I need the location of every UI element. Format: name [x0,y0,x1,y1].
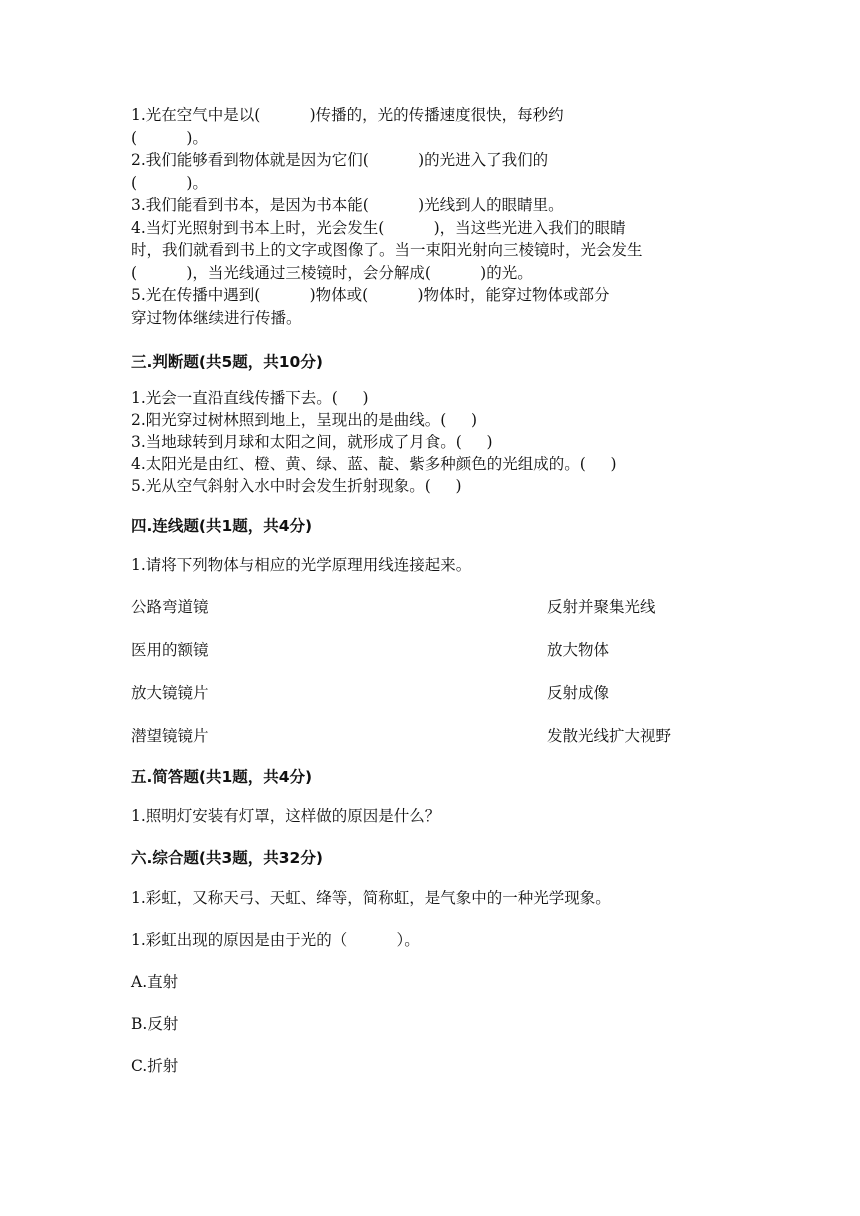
matching-row [131,639,723,682]
matching-principle: 反射并聚集光线 [547,598,656,616]
text-line: 2.我们能够看到物体就是因为它们( )的光进入了我们的 [131,151,549,169]
section-title-comprehensive: 六.综合题(共3题，共32分) [131,849,323,867]
fill-in-questions [131,104,723,329]
section-title-matching: 四.连线题(共1题，共4分) [131,517,313,535]
text-line: ( )。 [131,128,208,147]
text-line: ( )。 [131,173,208,192]
text-line: 时，我们就看到书上的文字或图像了。当一束阳光射向三棱镜时，光会发生 [131,241,643,259]
matching-object: 放大镜镜片 [131,684,209,702]
question-item: 4.太阳光是由红、橙、黄、绿、蓝、靛、紫多种颜色的光组成的。( ) [131,455,617,473]
matching-row [131,596,723,639]
text-line: 1.光在空气中是以( )传播的，光的传播速度很快，每秒约 [131,106,564,124]
text-line: 3.我们能看到书本，是因为书本能( )光线到人的眼睛里。 [131,196,564,214]
question-item: 3.当地球转到月球和太阳之间，就形成了月食。( ) [131,433,493,451]
text-line: 5.光在传播中遇到( )物体或( )物体时，能穿过物体或部分 [131,286,610,304]
matching-question: 1.请将下列物体与相应的光学原理用线连接起来。 [131,556,472,574]
question-item: 5.光从空气斜射入水中时会发生折射现象。( ) [131,477,462,495]
matching-object: 医用的额镜 [131,641,209,659]
question-item: 1.光会一直沿直线传播下去。( ) [131,389,369,407]
section-title-short-answer: 五.简答题(共1题，共4分) [131,768,313,786]
comprehensive-sub-question: 1.彩虹出现的原因是由于光的（ ）。 [131,931,420,949]
matching-object: 公路弯道镜 [131,598,209,616]
matching-row [131,682,723,725]
matching-row [131,725,723,768]
text-line: 穿过物体继续进行传播。 [131,308,302,327]
exam-page [131,104,723,1077]
option-b: B.反射 [131,1015,179,1033]
matching-principle: 放大物体 [547,641,610,659]
matching-principle: 反射成像 [547,684,610,702]
text-line: 4.当灯光照射到书本上时，光会发生( )，当这些光进入我们的眼睛 [131,218,626,237]
text-line: ( )，当光线通过三棱镜时，会分解成( )的光。 [131,263,533,282]
matching-table [131,596,723,768]
option-a: A.直射 [131,973,179,991]
section-title-judgement: 三.判断题(共5题，共10分) [131,353,323,371]
question-item: 2.阳光穿过树林照到地上，呈现出的是曲线。( ) [131,411,478,429]
matching-principle: 发散光线扩大视野 [547,727,672,745]
comprehensive-intro: 1.彩虹，又称天弓、天虹、绛等，简称虹，是气象中的一种光学现象。 [131,889,611,907]
judgement-questions [131,387,723,497]
option-c: C.折射 [131,1057,179,1075]
matching-object: 潜望镜镜片 [131,727,209,745]
short-answer-question: 1.照明灯安装有灯罩，这样做的原因是什么？ [131,807,441,825]
